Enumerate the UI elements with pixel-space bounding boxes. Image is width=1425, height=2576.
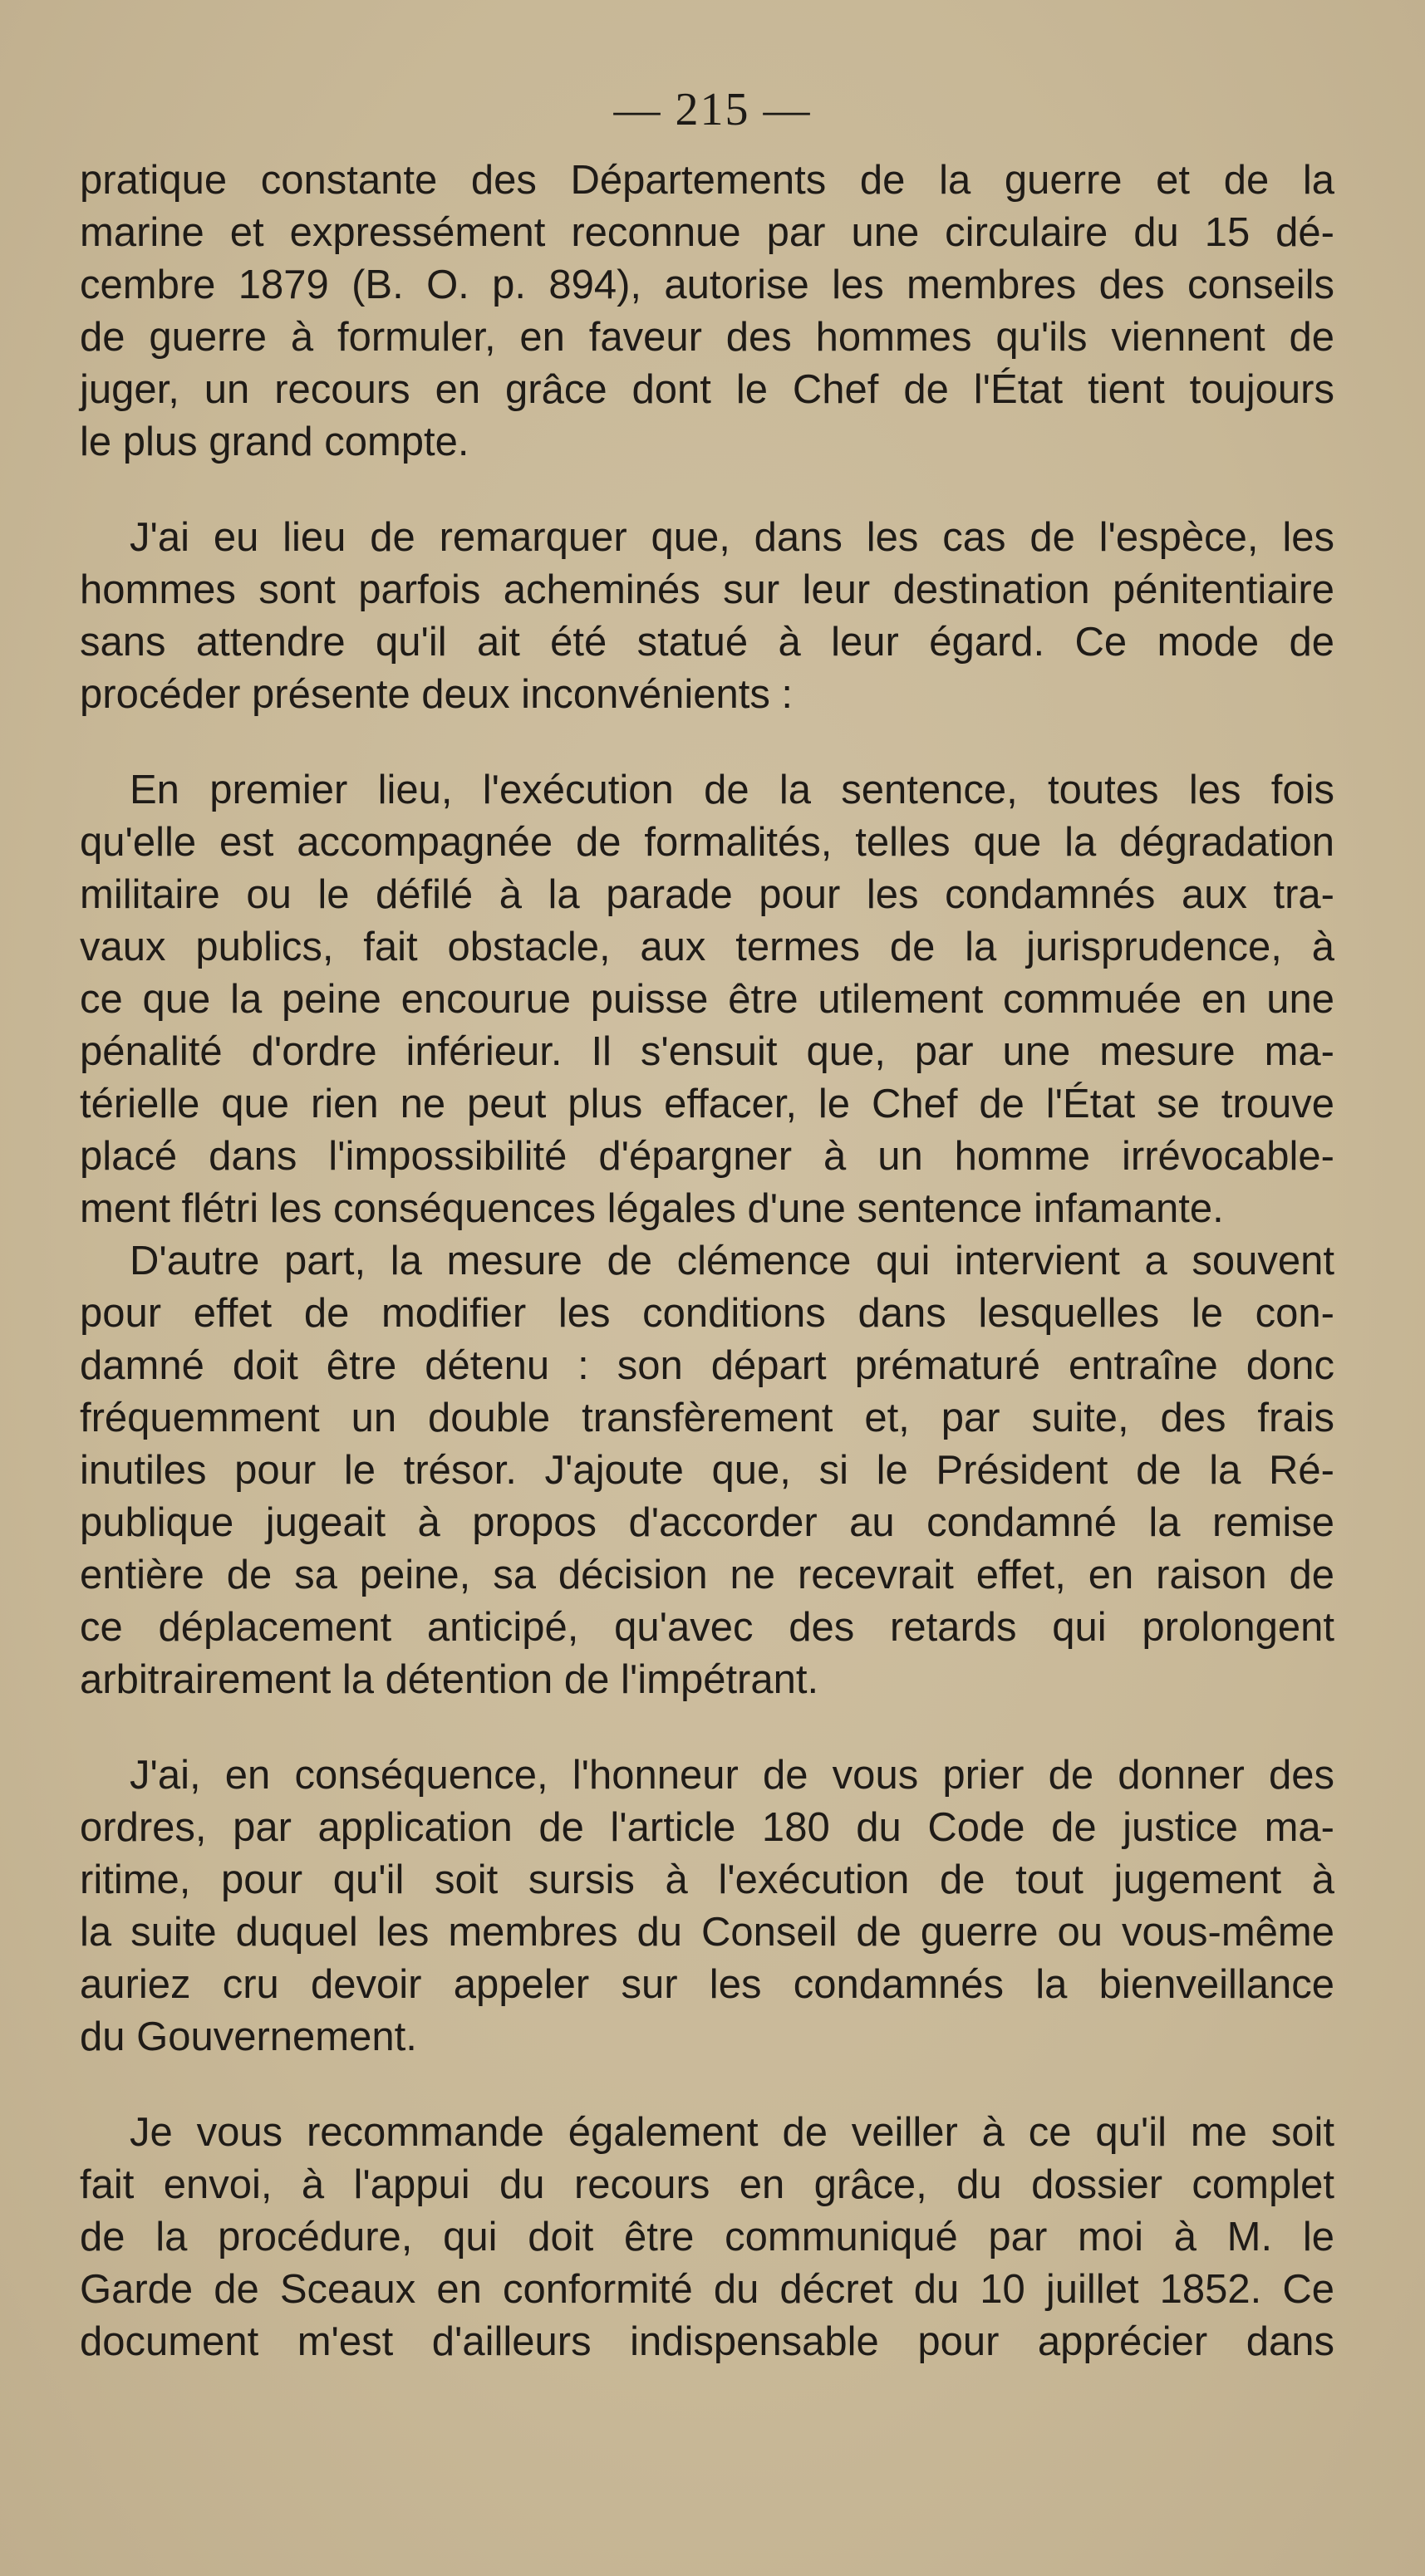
paragraph [80,155,1334,469]
text-line: ordres, par application de l'article 180 du Code de justice ma- [80,1805,1334,1850]
paragraph-gap [80,469,1334,512]
paragraph-gap [80,721,1334,764]
body-text [80,155,1334,2368]
paragraph [80,1235,1334,1706]
text-line: ce déplacement anticipé, qu'avec des retards qui prolongent [80,1605,1334,1650]
text-line: de la procédure, qui doit être communiqué par moi à M. le [80,2215,1334,2260]
text-line: du Gouvernement. [80,2014,417,2059]
paragraph [80,2107,1334,2368]
text-line: hommes sont parfois acheminés sur leur destination pénitentiaire [80,567,1334,612]
text-line: procéder présente deux inconvénients : [80,672,794,717]
text-line: pénalité d'ordre inférieur. Il s'ensuit que, par une mesure ma- [80,1029,1334,1074]
text-line: J'ai eu lieu de remarquer que, dans les cas de l'espèce, les [130,515,1334,560]
text-line: juger, un recours en grâce dont le Chef de l'État tient toujours [80,367,1334,412]
text-line: document m'est d'ailleurs indispensable pour apprécier dans [80,2319,1334,2364]
text-line: militaire ou le défilé à la parade pour les condamnés aux tra- [80,872,1334,917]
text-line: ment flétri les conséquences légales d'une sentence infamante. [80,1186,1224,1231]
text-line: Garde de Sceaux en conformité du décret du 10 juillet 1852. Ce [80,2267,1334,2312]
text-line: ritime, pour qu'il soit sursis à l'exécution de tout jugement à [80,1857,1334,1902]
text-line: Je vous recommande également de veiller à ce qu'il me soit [130,2110,1334,2155]
text-line: marine et expressément reconnue par une circulaire du 15 dé- [80,210,1334,255]
text-line: sans attendre qu'il ait été statué à leur égard. Ce mode de [80,620,1334,665]
text-line: D'autre part, la mesure de clémence qui intervient a souvent [130,1239,1334,1283]
text-line: placé dans l'impossibilité d'épargner à un homme irrévocable- [80,1134,1334,1179]
text-line: En premier lieu, l'exécution de la sentence, toutes les fois [130,768,1334,812]
page-number: — 215 — [613,84,812,135]
text-line: vaux publics, fait obstacle, aux termes de la jurisprudence, à [80,925,1334,969]
paragraph-gap [80,2063,1334,2107]
text-line: cembre 1879 (B. O. p. 894), autorise les membres des conseils [80,263,1334,307]
paragraph [80,1749,1334,2063]
text-line: de guerre à formuler, en faveur des hommes qu'ils viennent de [80,315,1334,360]
text-line: qu'elle est accompagnée de formalités, telles que la dégradation [80,820,1334,865]
text-line: pratique constante des Départements de la guerre et de la [80,158,1334,203]
text-line: fréquemment un double transfèrement et, par suite, des frais [80,1396,1334,1440]
text-line: fait envoi, à l'appui du recours en grâce, du dossier complet [80,2162,1334,2207]
text-line: pour effet de modifier les conditions dans lesquelles le con- [80,1291,1334,1336]
text-line: ce que la peine encourue puisse être utilement commuée en une [80,977,1334,1022]
text-line: J'ai, en conséquence, l'honneur de vous prier de donner des [130,1753,1334,1798]
text-line: inutiles pour le trésor. J'ajoute que, si le Président de la Ré- [80,1448,1334,1493]
text-line: auriez cru devoir appeler sur les condamnés la bienveillance [80,1962,1334,2007]
text-line: le plus grand compte. [80,420,469,464]
paragraph [80,512,1334,721]
text-line: arbitrairement la détention de l'impétrant. [80,1657,819,1702]
text-line: publique jugeait à propos d'accorder au condamné la remise [80,1500,1334,1545]
text-line: damné doit être détenu : son départ prématuré entraîne donc [80,1343,1334,1388]
text-line: la suite duquel les membres du Conseil de guerre ou vous-même [80,1910,1334,1955]
paragraph-gap [80,1706,1334,1749]
text-line: térielle que rien ne peut plus effacer, le Chef de l'État se trouve [80,1082,1334,1126]
text-line: entière de sa peine, sa décision ne recevrait effet, en raison de [80,1553,1334,1597]
paragraph [80,764,1334,1235]
